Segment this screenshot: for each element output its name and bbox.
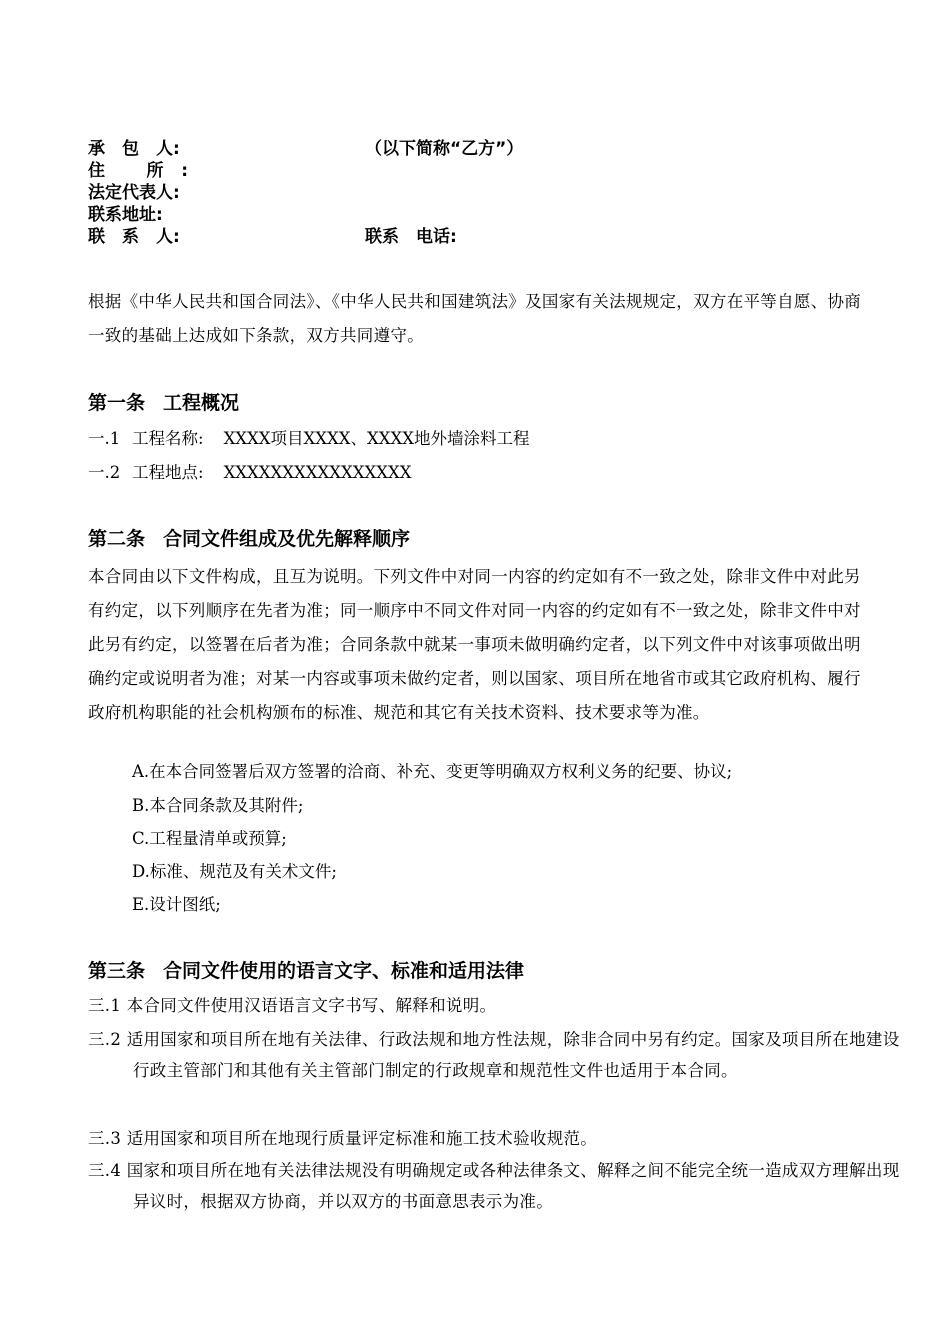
item-value: XXXX项目XXXX、XXXX地外墙涂料工程 [223,429,530,448]
legal-rep-label: 法定代表人: [88,183,180,203]
phone-label: 联系 电话: [365,227,457,247]
article2-list-item: B.本合同条款及其附件; [132,796,304,815]
intro-paragraph: 根据《中华人民共和国合同法》、《中华人民共和国建筑法》及国家有关法规规定，双方在平等自愿、协商一致的基础上达成如下条款，双方共同遵守。 [88,292,862,345]
article3-number: 第三条 [88,960,146,982]
contractor-row [88,138,524,160]
article3-heading [88,959,524,983]
article1-item [88,461,412,485]
item-label: 工程名称: [132,429,204,448]
article2-number: 第二条 [88,528,146,550]
legal-rep-row [88,182,180,204]
article2-list-item: D.标准、规范及有关术文件; [132,862,337,881]
contact-address-label: 联系地址: [88,205,163,225]
contact-person-row [88,226,457,248]
article1-title: 工程概况 [163,392,240,414]
article3-clause [88,1155,913,1217]
article2-list-item: C.工程量清单或预算; [132,829,287,848]
article3-clause [88,1123,913,1154]
contractor-note: （以下简称“乙方”） [365,139,524,159]
article2-list-item: E.设计图纸; [132,895,221,914]
clause-number: 三.4 [88,1161,122,1180]
clause-number: 三.3 [88,1129,122,1148]
item-number: 一.1 [88,429,121,448]
address-label-part-a: 住 [88,161,123,181]
address-label [88,160,188,182]
contact-address-row [88,204,163,226]
article1-item [88,427,530,451]
contractor-label: 承 包 人: [88,139,180,159]
clause-text: 适用国家和项目所在地现行质量评定标准和施工技术验收规范。 [126,1129,598,1148]
article3-clause [88,990,913,1021]
article2-list-item: A.在本合同签署后双方签署的洽商、补充、变更等明确双方权利义务的纪要、协议; [132,762,733,781]
clause-number: 三.1 [88,996,122,1015]
contact-person-label: 联 系 人: [88,227,180,247]
address-label-part-b: 所: [146,161,189,181]
item-number: 一.2 [88,463,121,482]
article1-number: 第一条 [88,392,146,414]
article3-title: 合同文件使用的语言文字、标准和适用法律 [163,960,525,982]
article2-heading [88,527,410,551]
clause-number: 三.2 [88,1030,122,1049]
article2-body: 本合同由以下文件构成，且互为说明。下列文件中对同一内容的约定如有不一致之处，除非文件中对此另有约定，以下列顺序在先者为准；同一顺序中不同文件对同一内容的约定如有不一致之处，除非文件中对此另有约定，以签署在后者为准；合同条款中就某一事项未做明确约定者，以下列文件中对该事项做出明确约定或说明者为准；对某一内容或事项未做约定者，则以国家、项目所在地省市或其它政府机构、履行政府机构职能的社会机构颁布的标准、规范和其它有关技术资料、技术要求等为准。 [88,567,861,722]
article3-clause [88,1024,913,1086]
clause-text: 国家和项目所在地有关法律法规没有明确规定或各种法律条文、解释之间不能完全统一造成双方理解出现异议时，根据双方协商，并以双方的书面意思表示为准。 [126,1161,900,1211]
article2-title: 合同文件组成及优先解释顺序 [163,528,411,550]
item-label: 工程地点: [132,463,204,482]
clause-text: 本合同文件使用汉语语言文字书写、解释和说明。 [126,996,497,1015]
address-row [88,160,188,182]
clause-text: 适用国家和项目所在地有关法律、行政法规和地方性法规，除非合同中另有约定。国家及项目所在地建设行政主管部门和其他有关主管部门制定的行政规章和规范性文件也适用于本合同。 [126,1030,900,1080]
item-value: XXXXXXXXXXXXXXXX [223,463,412,482]
article1-heading [88,391,239,415]
